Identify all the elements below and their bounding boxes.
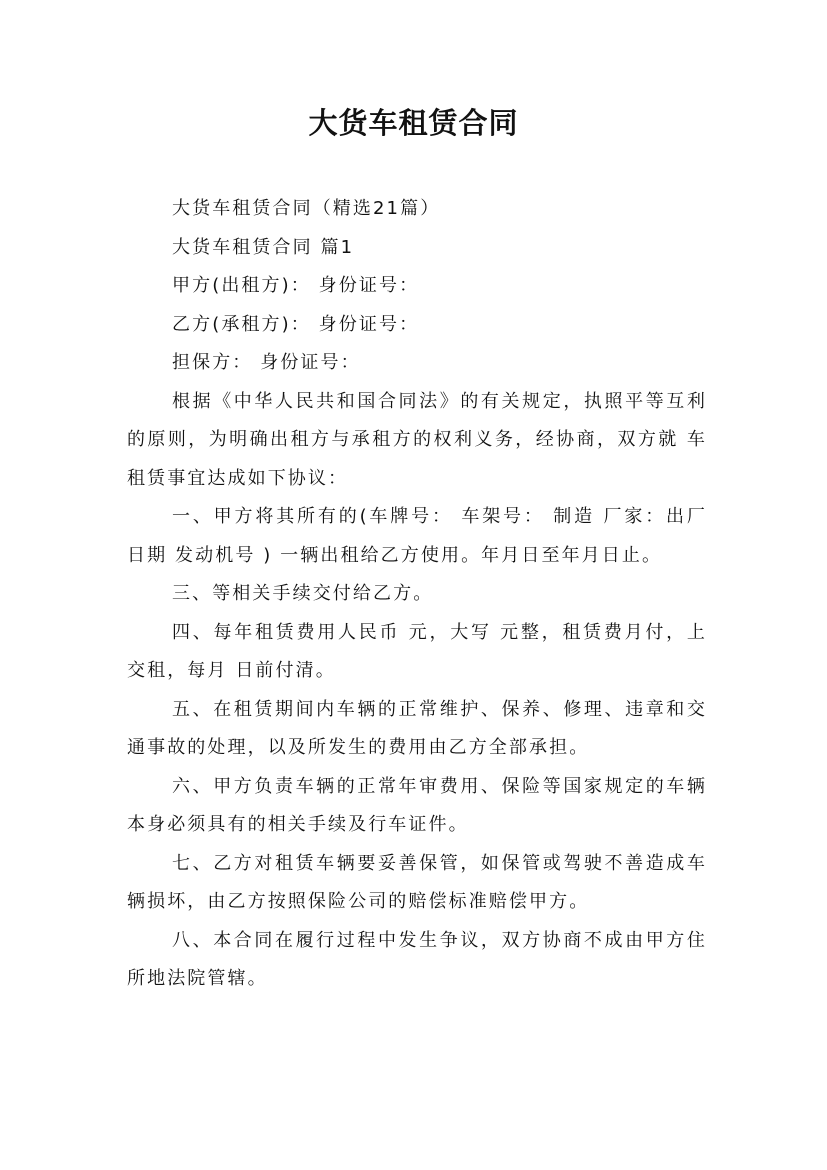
document-paragraph: 甲方(出租方)： 身份证号： [172, 275, 420, 296]
document-paragraph: 大货车租赁合同 篇1 [172, 236, 355, 258]
document-paragraph: 根据《中华人民共和国合同法》的有关规定，执照平等互利的原则，为明确出租方与承租方的权利义务，经协商，双方就 车租赁事宜达成如下协议： [127, 390, 707, 489]
document-title: 大货车租赁合同 [308, 106, 519, 140]
document-paragraph: 一、甲方将其所有的(车牌号： 车架号： 制造 厂家：出厂日期 发动机号 ) 一辆出租给乙方使用。年月日至年月日止。 [127, 506, 707, 566]
document-paragraph: 五、在租赁期间内车辆的正常维护、保养、修理、违章和交通事故的处理，以及所发生的费用由乙方全部承担。 [127, 698, 707, 758]
document-paragraph: 三、等相关手续交付给乙方。 [172, 583, 434, 604]
document-body [127, 190, 707, 999]
document-paragraph: 七、乙方对租赁车辆要妥善保管，如保管或驾驶不善造成车辆损坏，由乙方按照保险公司的赔偿标准赔偿甲方。 [127, 852, 707, 912]
document-paragraph: 八、本合同在履行过程中发生争议，双方协商不成由甲方住所地法院管辖。 [127, 929, 707, 989]
document-paragraph: 六、甲方负责车辆的正常年审费用、保险等国家规定的车辆本身必须具有的相关手续及行车证件。 [127, 775, 707, 835]
document-paragraph: 担保方： 身份证号： [172, 352, 361, 373]
document-paragraph: 四、每年租赁费用人民币 元，大写 元整，租赁费月付，上交租，每月 日前付清。 [127, 621, 707, 681]
document-paragraph: 乙方(承租方)： 身份证号： [172, 313, 420, 335]
document-paragraph: 大货车租赁合同（精选21篇） [172, 198, 441, 219]
